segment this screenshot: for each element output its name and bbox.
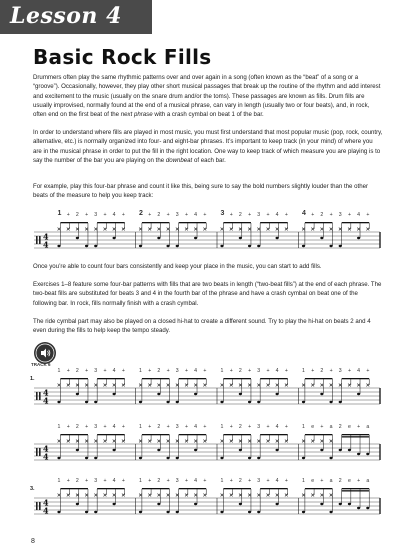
beat-count: 1 (302, 424, 305, 430)
beat-count: + (103, 212, 107, 218)
beat-count: + (284, 478, 288, 484)
exercise-number: 1. (30, 376, 35, 382)
example-staff (28, 208, 384, 266)
svg-text:4: 4 (43, 239, 49, 250)
beat-count: e (311, 424, 315, 430)
beat-count: 2 (75, 424, 79, 430)
beat-count: 3 (338, 212, 342, 218)
beat-count: 2 (238, 424, 242, 430)
beat-count: 4 (275, 212, 279, 218)
beat-count: 4 (357, 212, 361, 218)
beat-count: 1 (57, 424, 61, 430)
paragraph-phrases-emphasis: downbeat (165, 156, 193, 164)
beat-count: 1 (302, 478, 305, 484)
beat-count: 2 (157, 212, 161, 218)
beat-count: a (366, 478, 370, 484)
beat-count: 2 (157, 368, 161, 374)
beat-count: a (329, 424, 333, 430)
beat-count: 4 (275, 368, 279, 374)
paragraph-phrases-text: In order to understand where fills are played in most music, you must first understand that most popular music (pop, rock, country, alternative, etc.) is normally organized into four- and eight-bar phrases. It’s important to keep track (in your mind) of where you are in the musical phrase in order to put the fill in the right location. One way to keep track of which measure you are playing is to say the number of the bar you are playing on the (33, 129, 383, 164)
paragraph-phrases (33, 128, 383, 165)
beat-count: + (366, 368, 370, 374)
paragraph-example: For example, play this four-bar phrase and count it like this, being sure to say the bold numbers slightly louder than the other beats of the measure to help you keep track: (33, 183, 369, 200)
beat-count: 2 (320, 368, 324, 374)
svg-text:4: 4 (43, 395, 49, 406)
track-label: TRACK 6 (31, 362, 51, 367)
beat-count: + (66, 212, 70, 218)
beat-count: + (148, 212, 152, 218)
beat-count: 4 (194, 212, 198, 218)
beat-count: + (266, 478, 270, 484)
beat-count: 3 (175, 212, 179, 218)
beat-count: + (248, 424, 252, 430)
beat-count: + (248, 478, 252, 484)
beat-count: 4 (112, 212, 116, 218)
beat-count: + (329, 368, 333, 374)
beat-count: + (347, 212, 351, 218)
beat-count: 2 (157, 478, 161, 484)
beat-count: 2 (338, 424, 342, 430)
beat-count: + (148, 368, 152, 374)
beat-count: 3 (94, 212, 98, 218)
beat-count: 3 (94, 424, 98, 430)
beat-count: + (203, 368, 207, 374)
lesson-label: Lesson 4 (10, 3, 122, 29)
svg-text:4: 4 (43, 231, 49, 242)
beat-count: + (184, 212, 188, 218)
beat-count: 1 (57, 478, 61, 484)
beat-count: + (85, 212, 89, 218)
beat-count: 3 (257, 212, 261, 218)
beat-count: 1 (220, 424, 224, 430)
beat-count: + (311, 212, 315, 218)
page-number: 8 (31, 538, 35, 545)
beat-count: + (266, 212, 270, 218)
beat-count: + (266, 424, 270, 430)
beat-count: + (184, 424, 188, 430)
beat-count: + (366, 212, 370, 218)
beat-count: + (121, 368, 125, 374)
beat-count: + (66, 424, 70, 430)
beat-count: + (329, 212, 333, 218)
exercise-number: 3. (30, 486, 35, 492)
beat-count: + (203, 424, 207, 430)
beat-count: + (229, 424, 233, 430)
beat-count: + (66, 478, 70, 484)
beat-count: 4 (275, 478, 279, 484)
beat-count: + (229, 368, 233, 374)
beat-count: + (320, 478, 324, 484)
beat-count: + (248, 368, 252, 374)
beat-count: + (229, 212, 233, 218)
beat-count: + (148, 478, 152, 484)
beat-count: + (85, 424, 89, 430)
beat-count: + (357, 424, 361, 430)
beat-count: 2 (75, 478, 79, 484)
beat-count: a (366, 424, 370, 430)
beat-count: 4 (194, 424, 198, 430)
paragraph-ride: The ride cymbal part may also be played on a closed hi-hat to create a different sound. Try to play the hi-hat on beats 2 and 4 even during the fills to help keep the tempo steady. (33, 318, 371, 335)
beat-count: 4 (194, 368, 198, 374)
beat-count: 2 (338, 478, 342, 484)
beat-count: 3 (94, 478, 98, 484)
beat-count: 1 (57, 210, 62, 217)
beat-count: 3 (338, 368, 342, 374)
paragraph-exercises: Exercises 1–8 feature some four-bar patterns with fills that are two beats in length (“two-beat fills”) at the end of each phrase. The two-beat fills are substituted for beats 3 and 4 in the fourth bar of the phrase and have a crash cymbal on beat one of the following bar. In rock, fills normally finish with a crash cymbal. (33, 281, 382, 307)
beat-count: + (320, 424, 324, 430)
svg-text:4: 4 (43, 443, 49, 454)
beat-count: + (166, 478, 170, 484)
beat-count: + (166, 424, 170, 430)
beat-count: 4 (194, 478, 198, 484)
beat-count: + (266, 368, 270, 374)
beat-count: 1 (139, 424, 142, 430)
staff-notation (28, 364, 384, 422)
beat-count: + (284, 368, 288, 374)
beat-count: 2 (238, 478, 242, 484)
beat-count: 4 (275, 424, 279, 430)
beat-count: e (347, 424, 351, 430)
beat-count: 3 (257, 424, 261, 430)
beat-count: 2 (238, 368, 242, 374)
beat-count: + (284, 212, 288, 218)
beat-count: + (357, 478, 361, 484)
beat-count: 3 (220, 210, 225, 217)
paragraph-intro-emphasis: next phrase (120, 111, 153, 119)
beat-count: 3 (257, 478, 261, 484)
beat-count: 1 (302, 368, 305, 374)
beat-count: + (148, 424, 152, 430)
beat-count: 1 (57, 368, 61, 374)
beat-count: 2 (75, 368, 79, 374)
beat-count: + (121, 212, 125, 218)
beat-count: 4 (302, 210, 306, 217)
beat-count: 4 (112, 478, 116, 484)
beat-count: 2 (139, 210, 143, 217)
beat-count: e (311, 478, 315, 484)
paragraph-intro (33, 73, 383, 119)
beat-count: + (311, 368, 315, 374)
beat-count: 3 (175, 424, 179, 430)
beat-count: + (203, 212, 207, 218)
beat-count: + (166, 212, 170, 218)
beat-count: 3 (94, 368, 98, 374)
beat-count: + (85, 478, 89, 484)
paragraph-intro-end: with a crash cymbal on beat 1 of the bar. (154, 111, 264, 119)
beat-count: 3 (175, 368, 179, 374)
beat-count: + (85, 368, 89, 374)
beat-count: 1 (139, 368, 142, 374)
beat-count: 4 (112, 424, 116, 430)
beat-count: + (284, 424, 288, 430)
beat-count: e (347, 478, 351, 484)
beat-count: + (347, 368, 351, 374)
svg-text:4: 4 (43, 497, 49, 508)
staff-notation (28, 208, 384, 266)
beat-count: + (103, 424, 107, 430)
beat-count: + (166, 368, 170, 374)
lesson-tab (0, 0, 152, 34)
paragraph-phrases-end: of each bar. (193, 156, 226, 164)
beat-count: + (121, 424, 125, 430)
exercise-staff (28, 364, 384, 422)
beat-count: + (203, 478, 207, 484)
beat-count: 2 (320, 212, 324, 218)
beat-count: 1 (220, 478, 224, 484)
beat-count: 4 (357, 368, 361, 374)
beat-count: + (103, 478, 107, 484)
exercise-staff (28, 474, 384, 532)
paragraph-count: Once you’re able to count four bars consistently and keep your place in the music, you can start to add fills. (33, 263, 322, 270)
beat-count: 4 (112, 368, 116, 374)
beat-count: + (103, 368, 107, 374)
svg-text:4: 4 (43, 387, 49, 398)
beat-count: 2 (75, 212, 79, 218)
beat-count: + (184, 478, 188, 484)
staff-notation (28, 420, 384, 478)
paragraph-intro-text: Drummers often play the same rhythmic patterns over and over again in a song (often known as the “beat” of a song or a “groove”). Occasionally, however, they play other short musical passages that break up the routine of the rhythm and add interest and excitement to the music (usually on the snare drum and/or the toms). These passages are known as fills. Drum fills are usually improvised, normally found at the end of a musical phrase, can vary in length (usually two or four beats), and, in rock, often end on the first beat of the (33, 74, 381, 119)
beat-count: + (184, 368, 188, 374)
svg-text:4: 4 (43, 451, 49, 462)
svg-text:4: 4 (43, 505, 49, 516)
beat-count: + (229, 478, 233, 484)
beat-count: 3 (175, 478, 179, 484)
page-title: Basic Rock Fills (33, 45, 212, 69)
beat-count: + (121, 478, 125, 484)
beat-count: a (329, 478, 333, 484)
beat-count: 3 (257, 368, 261, 374)
staff-notation (28, 474, 384, 532)
beat-count: + (248, 212, 252, 218)
exercise-staff (28, 420, 384, 478)
beat-count: 2 (157, 424, 161, 430)
beat-count: + (66, 368, 70, 374)
beat-count: 1 (139, 478, 142, 484)
beat-count: 1 (220, 368, 224, 374)
beat-count: 2 (238, 212, 242, 218)
